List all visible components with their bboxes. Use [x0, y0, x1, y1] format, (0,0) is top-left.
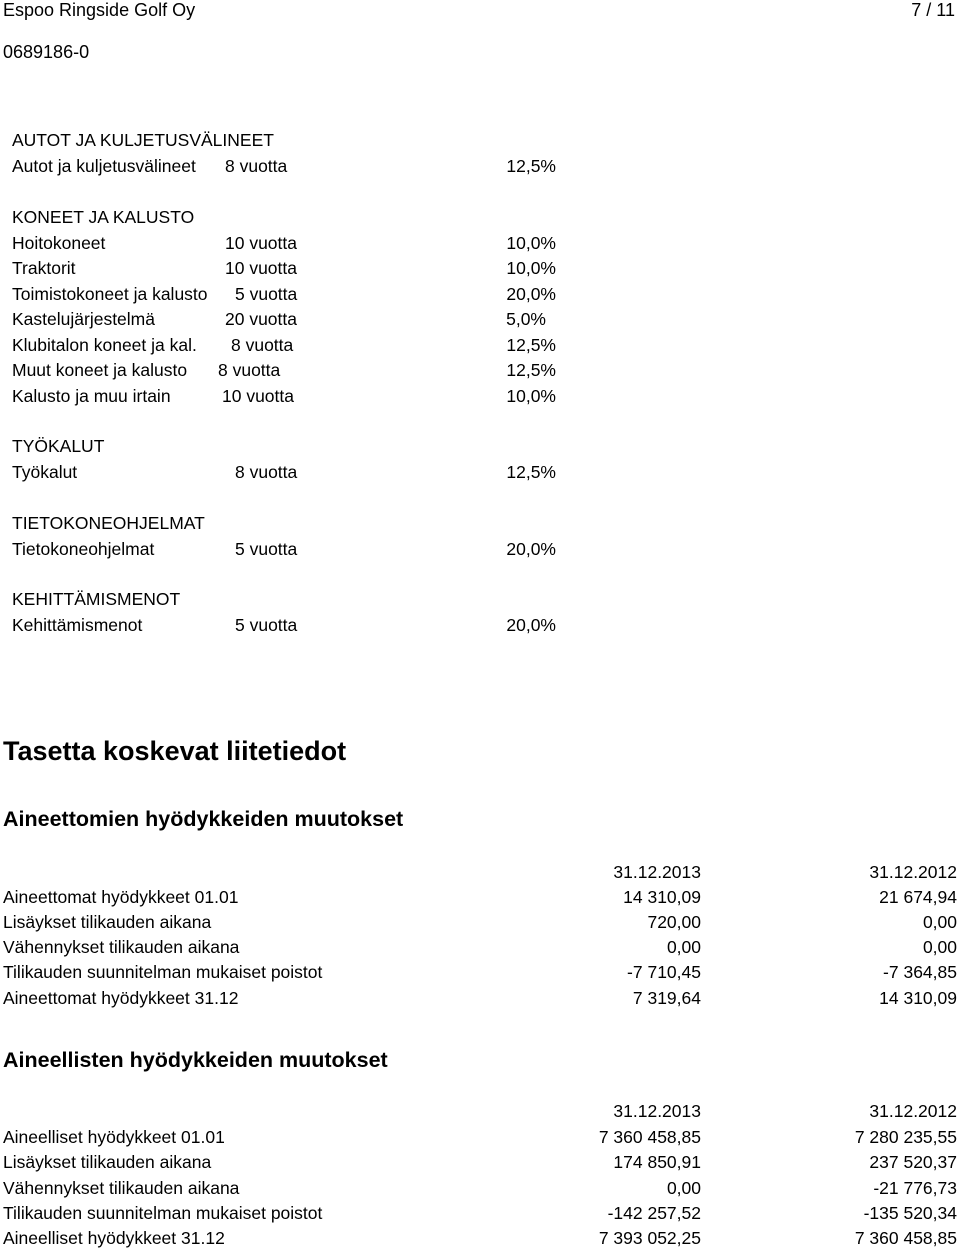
column-header-2013: 31.12.2013 — [613, 1101, 701, 1121]
row-period: 5 vuotta — [235, 539, 298, 559]
row-period: 8 vuotta — [218, 360, 281, 380]
section-title: Aineettomien hyödykkeiden muutokset — [3, 807, 404, 831]
column-header-2012: 31.12.2012 — [869, 862, 957, 882]
table-cell: -7 364,85 — [883, 962, 957, 982]
row-name: Autot ja kuljetusvälineet — [12, 156, 196, 176]
row-rate: 12,5% — [506, 462, 556, 482]
page-number: 7 / 11 — [911, 0, 955, 20]
table-row-label: Aineelliset hyödykkeet 01.01 — [3, 1127, 225, 1147]
table-cell: 0,00 — [922, 912, 957, 932]
table-row-label: Lisäykset tilikauden aikana — [3, 912, 212, 932]
table-cell: 14 310,09 — [623, 887, 701, 907]
column-header-2012: 31.12.2012 — [869, 1101, 957, 1121]
table-cell: 7 360 458,85 — [598, 1127, 701, 1147]
row-name: Toimistokoneet ja kalusto — [12, 284, 208, 304]
row-name: Traktorit — [12, 258, 76, 278]
row-period: 10 vuotta — [225, 233, 297, 253]
company-name: Espoo Ringside Golf Oy — [3, 0, 196, 20]
table-cell: 7 393 052,25 — [598, 1228, 701, 1248]
row-rate: 20,0% — [506, 539, 556, 559]
table-row-label: Vähennykset tilikauden aikana — [3, 937, 240, 957]
table-row-label: Vähennykset tilikauden aikana — [3, 1178, 240, 1198]
table-cell: 7 319,64 — [632, 988, 701, 1008]
row-rate: 10,0% — [506, 233, 556, 253]
row-name: Kehittämismenot — [12, 615, 143, 635]
business-id: 0689186-0 — [3, 42, 90, 62]
table-row-label: Tilikauden suunnitelman mukaiset poistot — [3, 1203, 323, 1223]
table-cell: 7 360 458,85 — [854, 1228, 957, 1248]
row-rate: 5,0% — [506, 309, 546, 329]
table-cell: 0,00 — [922, 937, 957, 957]
row-period: 5 vuotta — [235, 284, 298, 304]
row-rate: 10,0% — [506, 258, 556, 278]
table-cell: 21 674,94 — [879, 887, 957, 907]
row-period: 10 vuotta — [222, 386, 294, 406]
table-cell: 174 850,91 — [613, 1152, 701, 1172]
row-rate: 12,5% — [506, 335, 556, 355]
table-cell: 0,00 — [666, 937, 701, 957]
table-cell: 7 280 235,55 — [854, 1127, 957, 1147]
row-period: 20 vuotta — [225, 309, 297, 329]
row-rate: 20,0% — [506, 284, 556, 304]
row-rate: 12,5% — [506, 360, 556, 380]
section-title: Aineellisten hyödykkeiden muutokset — [3, 1048, 388, 1072]
column-header-2013: 31.12.2013 — [613, 862, 701, 882]
row-period: 8 vuotta — [225, 156, 288, 176]
table-cell: -142 257,52 — [607, 1203, 701, 1223]
table-row-label: Aineelliset hyödykkeet 31.12 — [3, 1228, 225, 1248]
page-title: Tasetta koskevat liitetiedot — [3, 736, 347, 766]
table-row-label: Aineettomat hyödykkeet 01.01 — [3, 887, 239, 907]
table-cell: 720,00 — [647, 912, 701, 932]
group-heading: AUTOT JA KULJETUSVÄLINEET — [12, 130, 274, 150]
row-rate: 20,0% — [506, 615, 556, 635]
row-name: Muut koneet ja kalusto — [12, 360, 188, 380]
row-name: Klubitalon koneet ja kal. — [12, 335, 197, 355]
table-row-label: Lisäykset tilikauden aikana — [3, 1152, 212, 1172]
row-period: 5 vuotta — [235, 615, 298, 635]
table-cell: -7 710,45 — [627, 962, 701, 982]
row-rate: 10,0% — [506, 386, 556, 406]
row-name: Kastelujärjestelmä — [12, 309, 155, 329]
row-name: Työkalut — [12, 462, 78, 482]
table-cell: 14 310,09 — [879, 988, 957, 1008]
group-heading: TIETOKONEOHJELMAT — [12, 513, 205, 533]
table-row-label: Aineettomat hyödykkeet 31.12 — [3, 988, 239, 1008]
row-period: 10 vuotta — [225, 258, 297, 278]
row-name: Kalusto ja muu irtain — [12, 386, 171, 406]
group-heading: KEHITTÄMISMENOT — [12, 589, 181, 609]
row-period: 8 vuotta — [231, 335, 294, 355]
table-cell: -21 776,73 — [873, 1178, 957, 1198]
table-cell: 237 520,37 — [869, 1152, 957, 1172]
table-cell: 0,00 — [666, 1178, 701, 1198]
group-heading: KONEET JA KALUSTO — [12, 207, 195, 227]
table-row-label: Tilikauden suunnitelman mukaiset poistot — [3, 962, 323, 982]
row-period: 8 vuotta — [235, 462, 298, 482]
group-heading: TYÖKALUT — [12, 436, 105, 456]
row-rate: 12,5% — [506, 156, 556, 176]
table-cell: -135 520,34 — [863, 1203, 957, 1223]
row-name: Tietokoneohjelmat — [12, 539, 155, 559]
row-name: Hoitokoneet — [12, 233, 106, 253]
